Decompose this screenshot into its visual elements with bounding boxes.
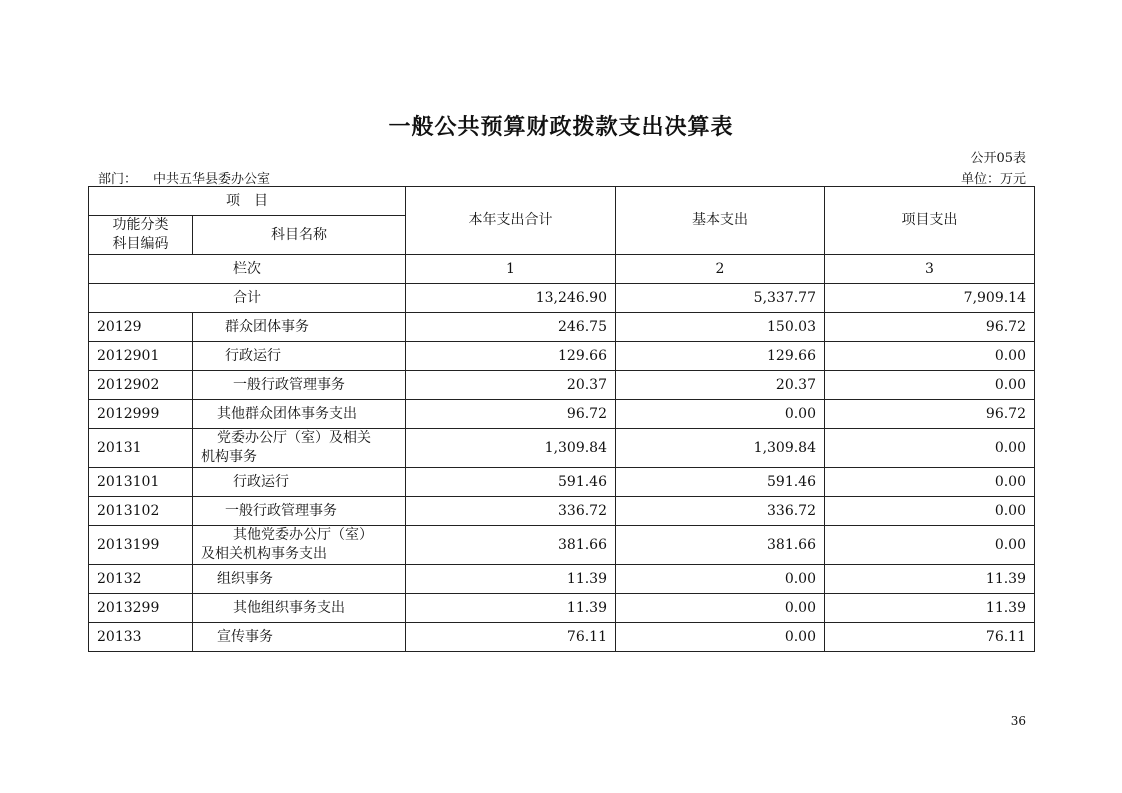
row-basic: 591.46 — [616, 468, 825, 497]
column-index-label: 栏次 — [89, 255, 406, 284]
row-code: 2012902 — [89, 371, 193, 400]
page-title: 一般公共预算财政拨款支出决算表 — [388, 114, 734, 140]
row-project: 0.00 — [825, 342, 1035, 371]
sum-basic: 5,337.77 — [616, 284, 825, 313]
row-code: 2013199 — [89, 526, 193, 565]
department-value: 中共五华县委办公室 — [153, 172, 271, 187]
row-basic: 0.00 — [616, 594, 825, 623]
page-number: 36 — [1010, 714, 1026, 728]
header-project: 项目支出 — [825, 187, 1035, 255]
row-code: 2013299 — [89, 594, 193, 623]
header-basic: 基本支出 — [616, 187, 825, 255]
row-basic: 150.03 — [616, 313, 825, 342]
expenditure-table — [88, 186, 1035, 652]
row-name — [193, 313, 406, 342]
row-project: 11.39 — [825, 565, 1035, 594]
row-name — [193, 468, 406, 497]
form-number: 公开05表 — [970, 151, 1026, 166]
row-name — [193, 429, 406, 468]
row-project: 0.00 — [825, 497, 1035, 526]
row-total: 20.37 — [406, 371, 616, 400]
row-total: 129.66 — [406, 342, 616, 371]
row-total: 591.46 — [406, 468, 616, 497]
row-project: 0.00 — [825, 429, 1035, 468]
row-name-line1: 其他组织事务支出 — [233, 599, 345, 616]
row-name-line1: 组织事务 — [217, 570, 273, 587]
row-basic: 381.66 — [616, 526, 825, 565]
row-name — [193, 623, 406, 652]
row-total: 11.39 — [406, 594, 616, 623]
row-name-line1: 群众团体事务 — [225, 318, 309, 335]
table-row — [89, 526, 1035, 565]
row-name-line1: 其他党委办公厅（室） — [233, 527, 373, 543]
table-row — [89, 371, 1035, 400]
header-item: 项 目 — [89, 187, 406, 216]
header-name: 科目名称 — [193, 216, 406, 255]
row-basic: 0.00 — [616, 565, 825, 594]
row-basic: 336.72 — [616, 497, 825, 526]
sum-project: 7,909.14 — [825, 284, 1035, 313]
row-code: 20132 — [89, 565, 193, 594]
table-row — [89, 565, 1035, 594]
row-name — [193, 594, 406, 623]
row-name — [193, 400, 406, 429]
row-project: 96.72 — [825, 400, 1035, 429]
row-total: 246.75 — [406, 313, 616, 342]
row-total: 336.72 — [406, 497, 616, 526]
row-project: 96.72 — [825, 313, 1035, 342]
row-name-line1: 其他群众团体事务支出 — [217, 405, 357, 422]
row-project: 0.00 — [825, 468, 1035, 497]
row-code: 2012901 — [89, 342, 193, 371]
sum-row — [89, 284, 1035, 313]
row-name — [193, 371, 406, 400]
row-basic: 20.37 — [616, 371, 825, 400]
row-total: 381.66 — [406, 526, 616, 565]
sum-label: 合计 — [89, 284, 406, 313]
row-project: 0.00 — [825, 526, 1035, 565]
row-code: 2012999 — [89, 400, 193, 429]
department-label: 部门： — [98, 172, 138, 187]
row-name-line1: 行政运行 — [233, 473, 289, 490]
table-row — [89, 313, 1035, 342]
row-code: 20133 — [89, 623, 193, 652]
department-line — [98, 168, 270, 187]
header-code — [89, 216, 193, 255]
row-code: 2013102 — [89, 497, 193, 526]
row-name-line1: 党委办公厅（室）及相关 — [217, 430, 371, 446]
row-name-line2: 及相关机构事务支出 — [201, 546, 327, 562]
row-code: 20131 — [89, 429, 193, 468]
row-total: 11.39 — [406, 565, 616, 594]
row-name-line1: 一般行政管理事务 — [233, 376, 345, 393]
unit-label: 单位：万元 — [960, 172, 1026, 187]
row-total: 76.11 — [406, 623, 616, 652]
row-project: 11.39 — [825, 594, 1035, 623]
row-name-line1: 宣传事务 — [217, 628, 273, 645]
row-total: 1,309.84 — [406, 429, 616, 468]
row-name-line1: 行政运行 — [225, 347, 281, 364]
table-row — [89, 468, 1035, 497]
table-row — [89, 497, 1035, 526]
row-project: 0.00 — [825, 371, 1035, 400]
row-name — [193, 342, 406, 371]
row-basic: 0.00 — [616, 623, 825, 652]
row-basic: 129.66 — [616, 342, 825, 371]
row-project: 76.11 — [825, 623, 1035, 652]
header-total: 本年支出合计 — [406, 187, 616, 255]
column-index-2: 2 — [616, 255, 825, 284]
table-row — [89, 594, 1035, 623]
row-total: 96.72 — [406, 400, 616, 429]
row-code: 2013101 — [89, 468, 193, 497]
row-code: 20129 — [89, 313, 193, 342]
table-row — [89, 623, 1035, 652]
row-name — [193, 497, 406, 526]
header-code-line1: 功能分类 — [112, 217, 169, 233]
row-name-line1: 一般行政管理事务 — [225, 502, 337, 519]
header-code-line2: 科目编码 — [112, 236, 169, 252]
row-basic: 1,309.84 — [616, 429, 825, 468]
column-index-row — [89, 255, 1035, 284]
column-index-3: 3 — [825, 255, 1035, 284]
row-name — [193, 565, 406, 594]
column-index-1: 1 — [406, 255, 616, 284]
row-basic: 0.00 — [616, 400, 825, 429]
table-row — [89, 400, 1035, 429]
table-row — [89, 342, 1035, 371]
header-row-1 — [89, 187, 1035, 216]
row-name — [193, 526, 406, 565]
table-row — [89, 429, 1035, 468]
sum-total: 13,246.90 — [406, 284, 616, 313]
row-name-line2: 机构事务 — [201, 449, 257, 465]
